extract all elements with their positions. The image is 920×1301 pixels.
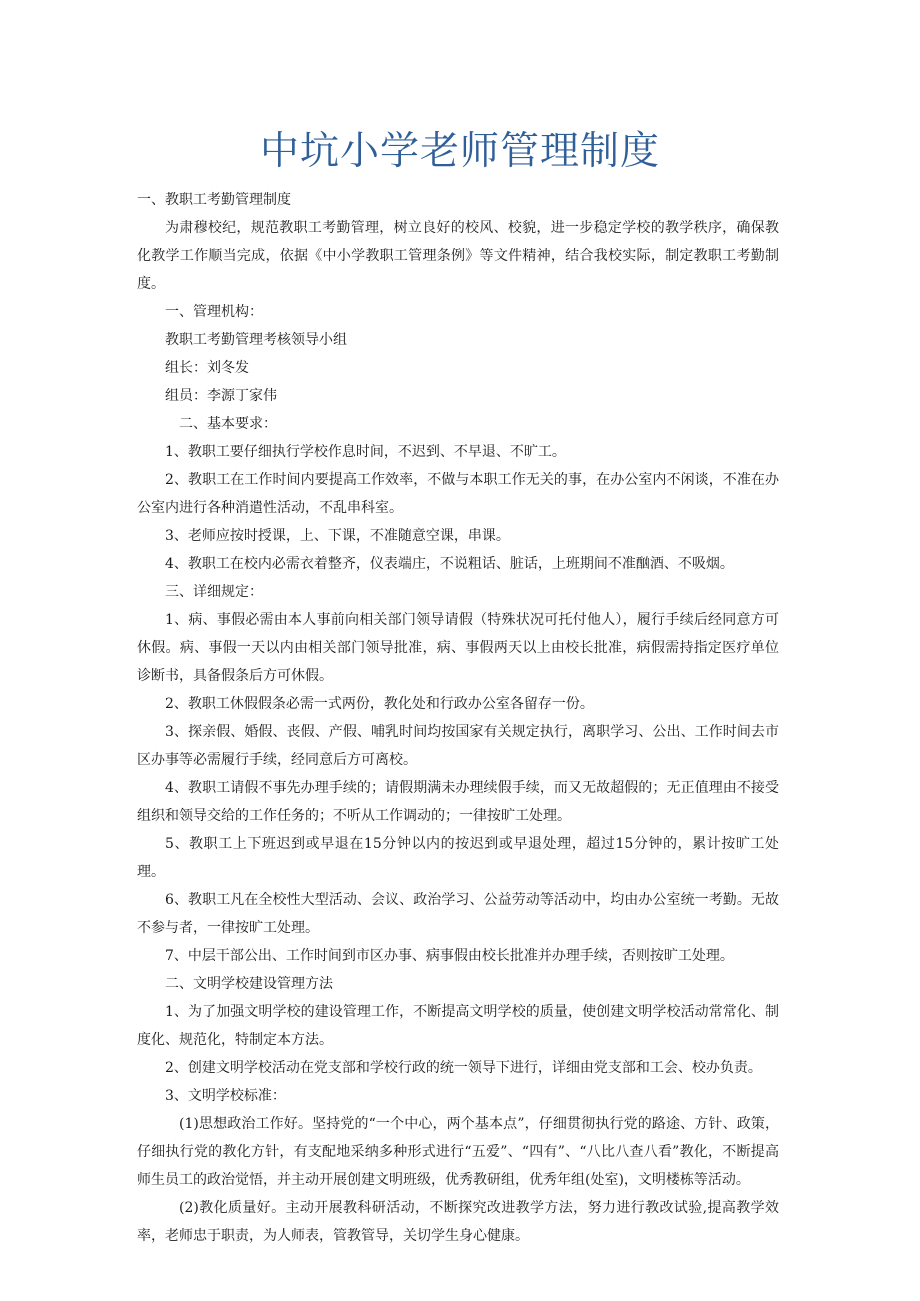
paragraph: 为肃穆校纪，规范教职工考勤管理，树立良好的校风、校貌，进一步稳定学校的教学秩序，确保教化教学工作顺当完成，依据《中小学教职工管理条例》等文件精神，结合我校实际，制定教职工考勤制度。	[137, 220, 779, 292]
list-item: 5、教职工上下班迟到或早退在15分钟以内的按迟到或早退处理，超过15分钟的，累计按旷工处理。	[137, 836, 779, 880]
list-item: 1、教职工要仔细执行学校作息时间，不迟到、不早退、不旷工。	[165, 444, 566, 460]
list-item: (1)思想政治工作好。坚持党的“一个中心，两个基本点”，仔细贯彻执行党的路途、方针、政策，仔细执行党的教化方针，有支配地采纳多种形式进行“五爱”、“四有”、“八比八查八看”教化，不断提高师生员工的政治觉悟，并主动开展创建文明班级，优秀教研组，优秀年组(处室)，文明楼栋等活动。	[137, 1116, 779, 1188]
list-item: 3、文明学校标准：	[165, 1088, 286, 1104]
paragraph: 组长：刘冬发	[165, 360, 249, 376]
section-heading: 二、文明学校建设管理方法	[165, 976, 333, 992]
list-item: 4、教职工请假不事先办理手续的；请假期满未办理续假手续，而又无故超假的；无正值理由不接受组织和领导交给的工作任务的；不听从工作调动的；一律按旷工处理。	[137, 780, 779, 824]
paragraph: 教职工考勤管理考核领导小组	[165, 332, 347, 348]
list-item: 3、老师应按时授课，上、下课，不准随意空课，串课。	[165, 528, 510, 544]
subsection-heading: 一、管理机构：	[165, 304, 263, 320]
list-item: 7、中层干部公出、工作时间到市区办事、病事假由校长批准并办理手续，否则按旷工处理。	[165, 948, 734, 964]
list-item: 2、教职工休假假条必需一式两份，教化处和行政办公室各留存一份。	[165, 696, 594, 712]
list-item: 4、教职工在校内必需衣着整齐，仪表端庄，不说粗话、脏话，上班期间不准酗酒、不吸烟。	[165, 556, 734, 572]
document-body	[137, 186, 779, 1250]
subsection-heading: 二、基本要求：	[179, 416, 277, 432]
list-item: 6、教职工凡在全校性大型活动、会议、政治学习、公益劳动等活动中，均由办公室统一考勤。无故不参与者，一律按旷工处理。	[137, 892, 779, 936]
list-item: 3、探亲假、婚假、丧假、产假、哺乳时间均按国家有关规定执行，离职学习、公出、工作时间去市区办事等必需履行手续，经同意后方可离校。	[137, 724, 779, 768]
subsection-heading: 三、详细规定：	[165, 584, 263, 600]
list-item: 1、病、事假必需由本人事前向相关部门领导请假（特殊状况可托付他人），履行手续后经同意方可休假。病、事假一天以内由相关部门领导批准，病、事假两天以上由校长批准，病假需持指定医疗单位诊断书，具备假条后方可休假。	[137, 612, 779, 684]
list-item: 1、为了加强文明学校的建设管理工作，不断提高文明学校的质量，使创建文明学校活动常常化、制度化、规范化，特制定本方法。	[137, 1004, 779, 1048]
document-title: 中坑小学老师管理制度	[259, 129, 660, 174]
list-item: 2、教职工在工作时间内要提高工作效率，不做与本职工作无关的事，在办公室内不闲谈，不准在办公室内进行各种消遣性活动，不乱串科室。	[137, 472, 779, 516]
section-heading: 一、教职工考勤管理制度	[137, 192, 291, 208]
list-item: 2、创建文明学校活动在党支部和学校行政的统一领导下进行，详细由党支部和工会、校办负责。	[165, 1060, 762, 1076]
paragraph: 组员：李源丁家伟	[165, 388, 277, 404]
list-item: (2)教化质量好。主动开展教科研活动，不断探究改进教学方法，努力进行教改试验,提高教学效率，老师忠于职责，为人师表，管教管导，关切学生身心健康。	[137, 1200, 779, 1244]
